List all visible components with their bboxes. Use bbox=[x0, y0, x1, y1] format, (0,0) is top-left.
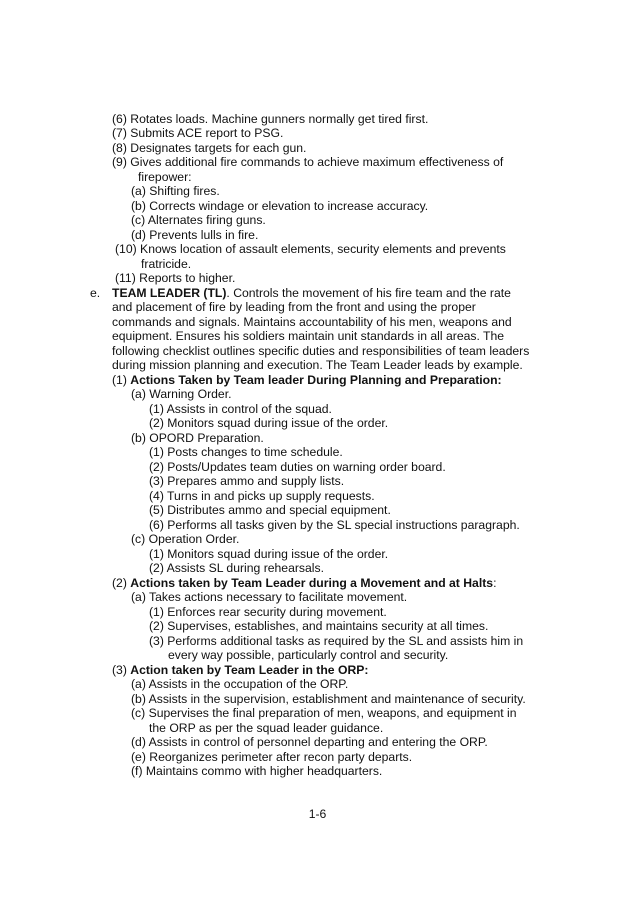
text-line: (a) Takes actions necessary to facilitate movement. bbox=[131, 590, 408, 604]
page-number: 1-6 bbox=[308, 807, 327, 821]
section-label: e. bbox=[90, 286, 101, 300]
text-line: firepower: bbox=[138, 170, 192, 184]
text-line: (c) Operation Order. bbox=[131, 532, 240, 546]
text-line: and placement of fire by leading from the front and using the proper bbox=[112, 300, 476, 314]
text-line bbox=[112, 576, 496, 591]
text-line: the ORP as per the squad leader guidance. bbox=[149, 721, 384, 735]
section-heading: TEAM LEADER (TL) bbox=[112, 286, 227, 300]
text-line: equipment. Ensures his soldiers maintain unit standards in all areas. The bbox=[112, 329, 505, 343]
text-line: (1) Enforces rear security during movement. bbox=[149, 605, 387, 619]
text-line: (6) Rotates loads. Machine gunners normally get tired first. bbox=[112, 112, 429, 126]
text-line: (8) Designates targets for each gun. bbox=[112, 141, 307, 155]
text-run: (1) bbox=[112, 373, 131, 387]
text-line: fratricide. bbox=[141, 257, 192, 271]
text-line: (a) Warning Order. bbox=[131, 387, 232, 401]
text-line: (f) Maintains commo with higher headquarters. bbox=[131, 764, 383, 778]
text-line: (3) Prepares ammo and supply lists. bbox=[149, 474, 345, 488]
subsection-heading: Actions taken by Team Leader during a Movement and at Halts bbox=[130, 576, 494, 590]
text-line: (2) Posts/Updates team duties on warning order board. bbox=[149, 460, 446, 474]
text-line: (b) Assists in the supervision, establishment and maintenance of security. bbox=[131, 692, 526, 706]
text-line: (1) Assists in control of the squad. bbox=[149, 402, 332, 416]
text-run: (3) bbox=[112, 663, 131, 677]
text-line: (c) Alternates firing guns. bbox=[131, 213, 266, 227]
text-line: (d) Prevents lulls in fire. bbox=[131, 228, 259, 242]
text-line: (a) Assists in the occupation of the ORP. bbox=[131, 677, 349, 691]
text-run: : bbox=[493, 576, 497, 590]
text-line: (c) Supervises the final preparation of men, weapons, and equipment in bbox=[131, 706, 517, 720]
text-line: (e) Reorganizes perimeter after recon party departs. bbox=[131, 750, 413, 764]
text-line: (2) Supervises, establishes, and maintains security at all times. bbox=[149, 619, 489, 633]
text-line: (11) Reports to higher. bbox=[115, 271, 236, 285]
text-line bbox=[112, 373, 502, 388]
text-line: (2) Assists SL during rehearsals. bbox=[149, 561, 324, 575]
text-line: (5) Distributes ammo and special equipment. bbox=[149, 503, 391, 517]
text-line: commands and signals. Maintains accountability of his men, weapons and bbox=[112, 315, 512, 329]
text-line: following checklist outlines specific duties and responsibilities of team leaders bbox=[112, 344, 530, 358]
text-line: (1) Posts changes to time schedule. bbox=[149, 445, 343, 459]
text-line: (10) Knows location of assault elements, security elements and prevents bbox=[115, 242, 506, 256]
text-line: (a) Shifting fires. bbox=[131, 184, 220, 198]
text-run: (2) bbox=[112, 576, 131, 590]
text-line: every way possible, particularly control and security. bbox=[168, 648, 449, 662]
text-line: (b) OPORD Preparation. bbox=[131, 431, 264, 445]
text-line: during mission planning and execution. The Team Leader leads by example. bbox=[112, 358, 523, 372]
text-line bbox=[112, 663, 368, 678]
text-line: (3) Performs additional tasks as required by the SL and assists him in bbox=[149, 634, 524, 648]
text-line: (7) Submits ACE report to PSG. bbox=[112, 126, 284, 140]
text-line: (9) Gives additional fire commands to achieve maximum effectiveness of bbox=[112, 155, 504, 169]
text-line: (2) Monitors squad during issue of the order. bbox=[149, 416, 389, 430]
subsection-heading: Action taken by Team Leader in the ORP: bbox=[130, 663, 369, 677]
text-line: (b) Corrects windage or elevation to increase accuracy. bbox=[131, 199, 429, 213]
text-run: . Controls the movement of his fire team and the rate bbox=[226, 286, 511, 300]
text-line: (1) Monitors squad during issue of the order. bbox=[149, 547, 389, 561]
text-line: (d) Assists in control of personnel departing and entering the ORP. bbox=[131, 735, 488, 749]
text-line: (6) Performs all tasks given by the SL special instructions paragraph. bbox=[149, 518, 520, 532]
subsection-heading: Actions Taken by Team leader During Planning and Preparation: bbox=[130, 373, 502, 387]
text-line bbox=[112, 286, 511, 301]
text-line: (4) Turns in and picks up supply requests. bbox=[149, 489, 375, 503]
